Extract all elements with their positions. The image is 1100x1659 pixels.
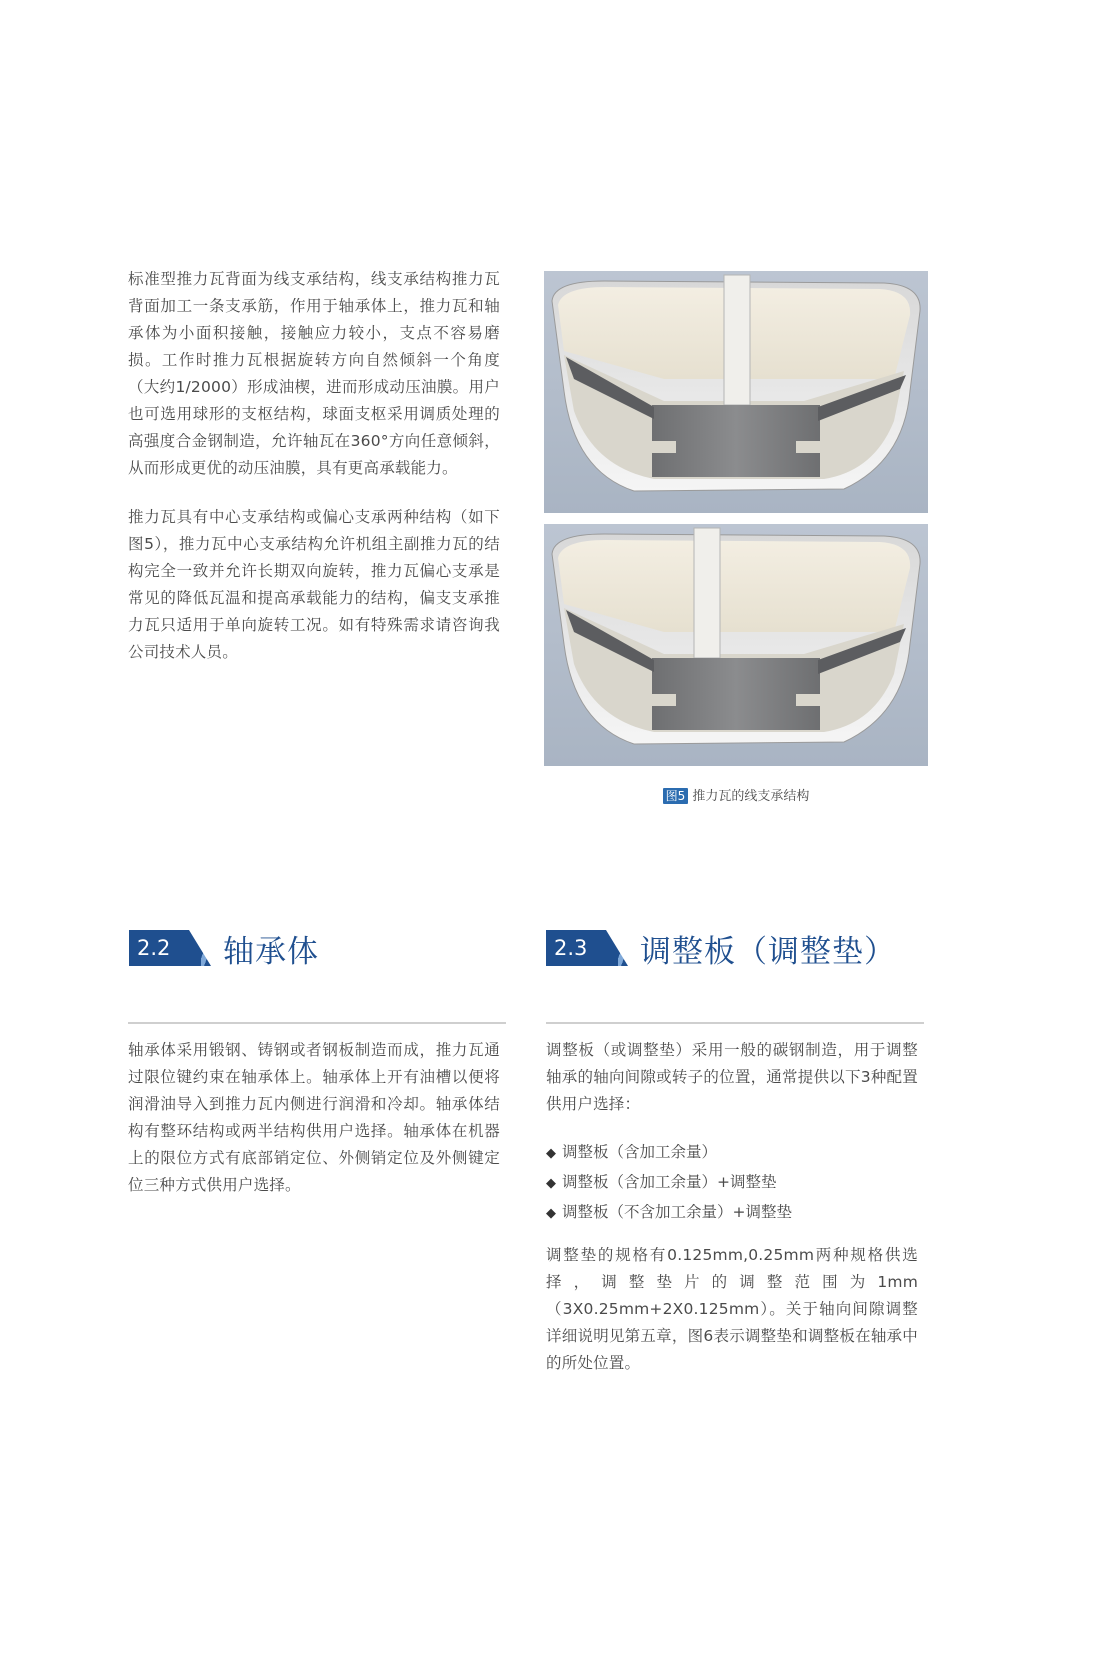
list-item: ◆ 调整板（含加工余量） <box>546 1143 718 1161</box>
section-2-3-number-badge <box>546 930 628 966</box>
section-2-2-heading <box>129 928 319 968</box>
section-2-3-divider <box>546 1022 924 1024</box>
section-2-2-number: 2.2 <box>137 936 171 960</box>
section-2-2-divider <box>128 1022 506 1024</box>
list-item: ◆ 调整板（不含加工余量）+调整垫 <box>546 1203 792 1221</box>
diamond-bullet-icon: ◆ <box>546 1206 556 1221</box>
figure-tag: 图5 <box>663 788 689 804</box>
section-2-2-number-badge <box>129 930 211 966</box>
section-2-2-body: 轴承体采用锻钢、铸钢或者钢板制造而成，推力瓦通过限位键约束在轴承体上。轴承体上开有油槽以便将润滑油导入到推力瓦内侧进行润滑和冷却。轴承体结构有整环结构或两半结构供用户选择。轴承体在机器上的限位方式有底部销定位、外侧销定位及外侧键定位三种方式供用户选择。 <box>128 1041 500 1194</box>
diamond-bullet-icon: ◆ <box>546 1176 556 1191</box>
figure-offset-support <box>544 524 928 766</box>
thrust-pad-offset-illustration <box>544 524 928 766</box>
intro-paragraph-1: 标准型推力瓦背面为线支承结构，线支承结构推力瓦背面加工一条支承筋，作用于轴承体上，推力瓦和轴承体为小面积接触，接触应力较小，支点不容易磨损。工作时推力瓦根据旋转方向自然倾斜一个角度（大约1/2000）形成油楔，进而形成动压油膜。用户也可选用球形的支枢结构，球面支枢采用调质处理的高强度合金钢制造，允许轴瓦在360°方向任意倾斜，从而形成更优的动压油膜，具有更高承载能力。 <box>128 270 500 477</box>
section-2-2-title: 轴承体 <box>223 933 319 970</box>
figure-caption <box>544 785 928 804</box>
config-options-list <box>546 1138 792 1228</box>
section-2-3-number: 2.3 <box>554 936 588 960</box>
intro-paragraph-2: 推力瓦具有中心支承结构或偏心支承两种结构（如下图5），推力瓦中心支承结构允许机组主副推力瓦的结构完全一致并允许长期双向旋转，推力瓦偏心支承是常见的降低瓦温和提高承载能力的结构，偏支支承推力瓦只适用于单向旋转工况。如有特殊需求请咨询我公司技术人员。 <box>128 508 500 661</box>
section-2-3-title: 调整板（调整垫） <box>640 933 896 970</box>
thrust-pad-center-illustration <box>544 271 928 513</box>
list-item: ◆ 调整板（含加工余量）+调整垫 <box>546 1173 777 1191</box>
figure-center-support <box>544 271 928 513</box>
section-2-3-body: 调整板（或调整垫）采用一般的碳钢制造，用于调整轴承的轴向间隙或转子的位置，通常提供以下3种配置供用户选择： <box>546 1041 918 1113</box>
diamond-bullet-icon: ◆ <box>546 1146 556 1161</box>
figure-caption-text: 推力瓦的线支承结构 <box>692 789 810 804</box>
section-2-3-heading <box>546 928 896 968</box>
section-2-3-spec: 调整垫的规格有0.125mm,0.25mm两种规格供选择，调整垫片的调整范围为1mm（3X0.25mm+2X0.125mm）。关于轴向间隙调整详细说明见第五章，图6表示调整垫和调整板在轴承中的所处位置。 <box>546 1246 918 1372</box>
